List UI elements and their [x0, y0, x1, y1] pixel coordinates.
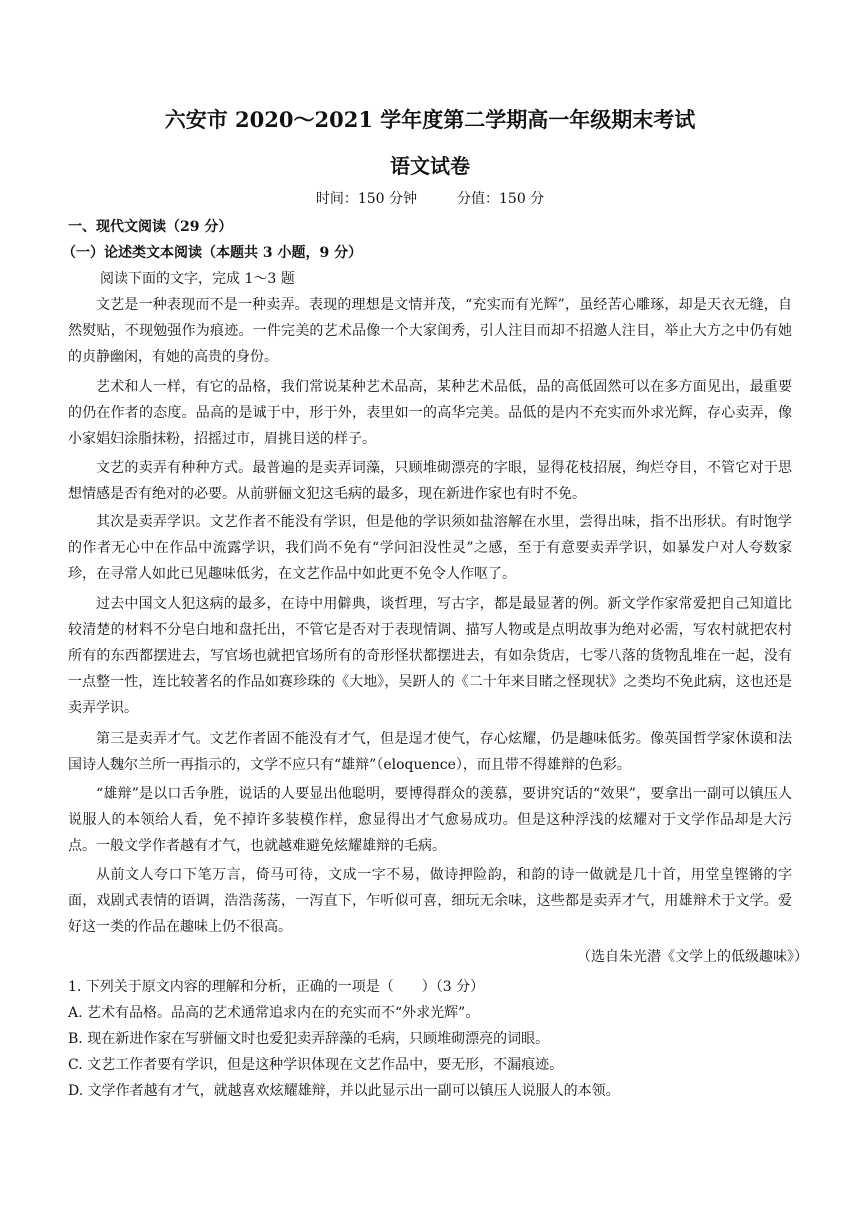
option-a: A. 艺术有品格。品高的艺术通常追求内在的充实而不“外求光辉”。 [68, 1005, 480, 1021]
passage-paragraph: 过去中国文人犯这病的最多，在诗中用僻典，谈哲理，写古字，都是最显著的例。新文学作家常爱把自己知道比较清楚的材料不分皂白地和盘托出，不管它是否对于表现情调、描写人物或是点明故事为绝对必需，写农村就把农村所有的东西都摆进去，写官场也就把官场所有的奇形怪状都摆进去，有如杂货店，七零八落的货物乱堆在一起，没有一点整一性，连比较著名的作品如赛珍珠的《大地》，吴趼人的《二十年来目睹之怪现状》之类均不免此病，这也还是卖弄学识。 [68, 596, 792, 716]
exam-meta [0, 188, 860, 208]
option-d: D. 文学作者越有才气，就越喜欢炫耀雄辩，并以此显示出一副可以镇压人说服人的本领。 [68, 1083, 620, 1099]
passage-paragraph: 文艺是一种表现而不是一种卖弄。表现的理想是文情并茂，“充实而有光辉”，虽经苦心雕琢，却是天衣无缝，自然熨贴，不现勉强作为痕迹。一件完美的艺术品像一个大家闺秀，引人注目而却不招邀人注目，举止大方之中仍有她的贞静幽闲，有她的高贵的身份。 [68, 297, 792, 365]
option-b: B. 现在新进作家在写骈俪文时也爱犯卖弄辞藻的毛病，只顾堆砌漂亮的词眼。 [68, 1031, 550, 1047]
exam-time: 时间：150 分钟 [315, 191, 417, 207]
section-subheading: （一）论述类文本阅读（本题共 3 小题，9 分） [62, 245, 363, 261]
section-heading: 一、现代文阅读（29 分） [68, 219, 233, 235]
passage-paragraph: 第三是卖弄才气。文艺作者固不能没有才气，但是逞才使气，存心炫耀，仍是趣味低劣。像英国哲学家休谟和法国诗人魏尔兰所一再指示的，文学不应只有“雄辩”（eloquence），而且带不得雄辩的色彩。 [68, 731, 792, 773]
passage-paragraph: 艺术和人一样，有它的品格，我们常说某种艺术品高，某种艺术品低，品的高低固然可以在多方面见出，最重要的仍在作者的态度。品高的是诚于中，形于外，表里如一的高华完美。品低的是内不充实而外求光辉，存心卖弄，像小家娼妇涂脂抹粉，招摇过市，眉挑目送的样子。 [68, 379, 792, 447]
passage-source: （选自朱光潜《文学上的低级趣味》） [577, 949, 808, 965]
passage-paragraph: “雄辩”是以口舌争胜，说话的人要显出他聪明，要博得群众的羡慕，要讲究话的“效果”，要拿出一副可以镇压人说服人的本领给人看，免不掉许多装模作样，愈显得出才气愈易成功。但是这种浮浅的炫耀对于文学作品却是大污点。一般文学作者越有才气，也就越难避免炫耀雄辩的毛病。 [68, 786, 792, 854]
passage-paragraph: 其次是卖弄学识。文艺作者不能没有学识，但是他的学识须如盐溶解在水里，尝得出味，指不出形状。有时饱学的作者无心中在作品中流露学识，我们尚不免有“学问汩没性灵”之感，至于有意要卖弄学识，如暴发户对人夸数家珍，在寻常人如此已见趣味低劣，在文艺作品中如此更不免令人作呕了。 [68, 514, 792, 582]
exam-title: 六安市 2020～2021 学年度第二学期高一年级期末考试 [164, 107, 696, 132]
exam-score: 分值：150 分 [457, 191, 545, 207]
passage-paragraph: 文艺的卖弄有种种方式。最普遍的是卖弄词藻，只顾堆砌漂亮的字眼，显得花枝招展，绚烂夺目，不管它对于思想情感是否有绝对的必要。从前骈俪文犯这毛病的最多，现在新进作家也有时不免。 [68, 460, 792, 502]
reading-instruction: 阅读下面的文字，完成 1～3 题 [100, 271, 295, 287]
option-c: C. 文艺工作者要有学识，但是这种学识体现在文艺作品中，要无形，不漏痕迹。 [68, 1057, 564, 1073]
question-stem: 1. 下列关于原文内容的理解和分析，正确的一项是（ ）（3 分） [68, 979, 485, 995]
exam-subtitle: 语文试卷 [390, 154, 470, 178]
passage-paragraph: 从前文人夸口下笔万言，倚马可待，文成一字不易，做诗押险韵，和韵的诗一做就是几十首，用堂皇铿锵的字面，戏剧式表情的语调，浩浩荡荡，一泻直下，乍听似可喜，细玩无余味，这些都是卖弄才气，用雄辩术于文学。爱好这一类的作品在趣味上仍不很高。 [68, 867, 792, 935]
